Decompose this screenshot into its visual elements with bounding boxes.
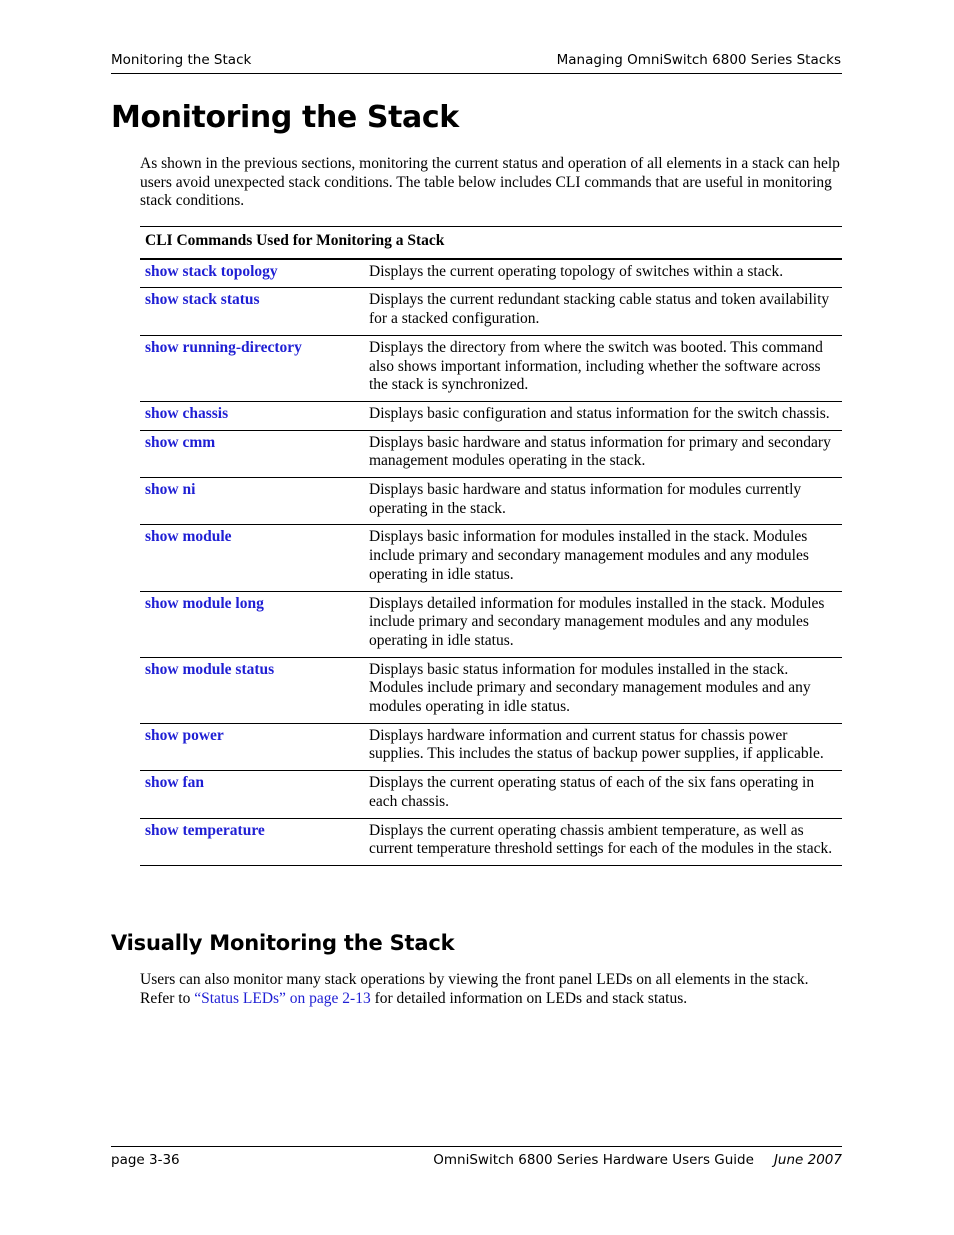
header-rule [111,73,842,74]
table-row [140,525,842,591]
command-description: Displays basic hardware and status information for primary and secondary management modules operating in the stack. [364,430,842,477]
command-link[interactable]: show module status [140,657,364,723]
command-link[interactable]: show cmm [140,430,364,477]
footer-guide [433,1152,842,1168]
command-description: Displays basic configuration and status information for the switch chassis. [364,401,842,430]
command-description: Displays basic status information for modules installed in the stack. Modules include primary and secondary management modules and any modules operating in idle status. [364,657,842,723]
footer-page-number: page 3-36 [111,1152,180,1168]
table-row [140,771,842,818]
visual-paragraph [140,971,842,1008]
command-link[interactable]: show ni [140,478,364,525]
command-link[interactable]: show temperature [140,818,364,865]
table-row [140,657,842,723]
table-header-row [140,227,842,259]
table-row [140,401,842,430]
command-description: Displays basic information for modules installed in the stack. Modules include primary and secondary management modules and any modules operating in idle status. [364,525,842,591]
command-link[interactable]: show module [140,525,364,591]
table-row [140,430,842,477]
command-description: Displays the current operating status of each of the six fans operating in each chassis. [364,771,842,818]
command-link[interactable]: show fan [140,771,364,818]
command-description: Displays the current operating chassis ambient temperature, as well as current temperature threshold settings for each of the modules in the stack. [364,818,842,865]
intro-paragraph: As shown in the previous sections, monitoring the current status and operation of all elements in a stack can help users avoid unexpected stack conditions. The table below includes CLI commands that are useful in monitoring stack conditions. [140,155,840,210]
command-link[interactable]: show chassis [140,401,364,430]
cli-commands-table [140,226,842,866]
running-header-left: Monitoring the Stack [111,52,252,68]
table-row [140,723,842,770]
command-link[interactable]: show stack topology [140,259,364,288]
table-caption: CLI Commands Used for Monitoring a Stack [140,227,842,259]
command-link[interactable]: show running-directory [140,335,364,401]
command-description: Displays the directory from where the switch was booted. This command also shows important information, including whether the software across the stack is synchronized. [364,335,842,401]
command-description: Displays the current operating topology of switches within a stack. [364,259,842,288]
table-row [140,335,842,401]
command-description: Displays basic hardware and status information for modules currently operating in the stack. [364,478,842,525]
footer-date: June 2007 [773,1152,842,1168]
command-description: Displays hardware information and current status for chassis power supplies. This includes the status of backup power supplies, if applicable. [364,723,842,770]
table-row [140,591,842,657]
section-heading-visual: Visually Monitoring the Stack [111,931,455,955]
status-leds-link[interactable]: “Status LEDs” on page 2-13 [194,989,371,1007]
footer-guide-title: OmniSwitch 6800 Series Hardware Users Guide [433,1152,754,1168]
command-link[interactable]: show power [140,723,364,770]
visual-text-after: for detailed information on LEDs and stack status. [370,989,688,1007]
table-row [140,259,842,288]
visual-text-before: Users can also monitor many stack operations by viewing the front panel LEDs on all elements in the stack. Refer to [140,971,809,1007]
command-description: Displays detailed information for modules installed in the stack. Modules include primary and secondary management modules and any modules operating in idle status. [364,591,842,657]
running-header-right: Managing OmniSwitch 6800 Series Stacks [556,52,841,68]
table-row [140,478,842,525]
footer-rule [111,1146,842,1147]
table-row [140,818,842,865]
page-title: Monitoring the Stack [111,100,459,135]
table-row [140,288,842,335]
table-body [140,259,842,866]
command-link[interactable]: show stack status [140,288,364,335]
command-link[interactable]: show module long [140,591,364,657]
command-description: Displays the current redundant stacking cable status and token availability for a stacked configuration. [364,288,842,335]
